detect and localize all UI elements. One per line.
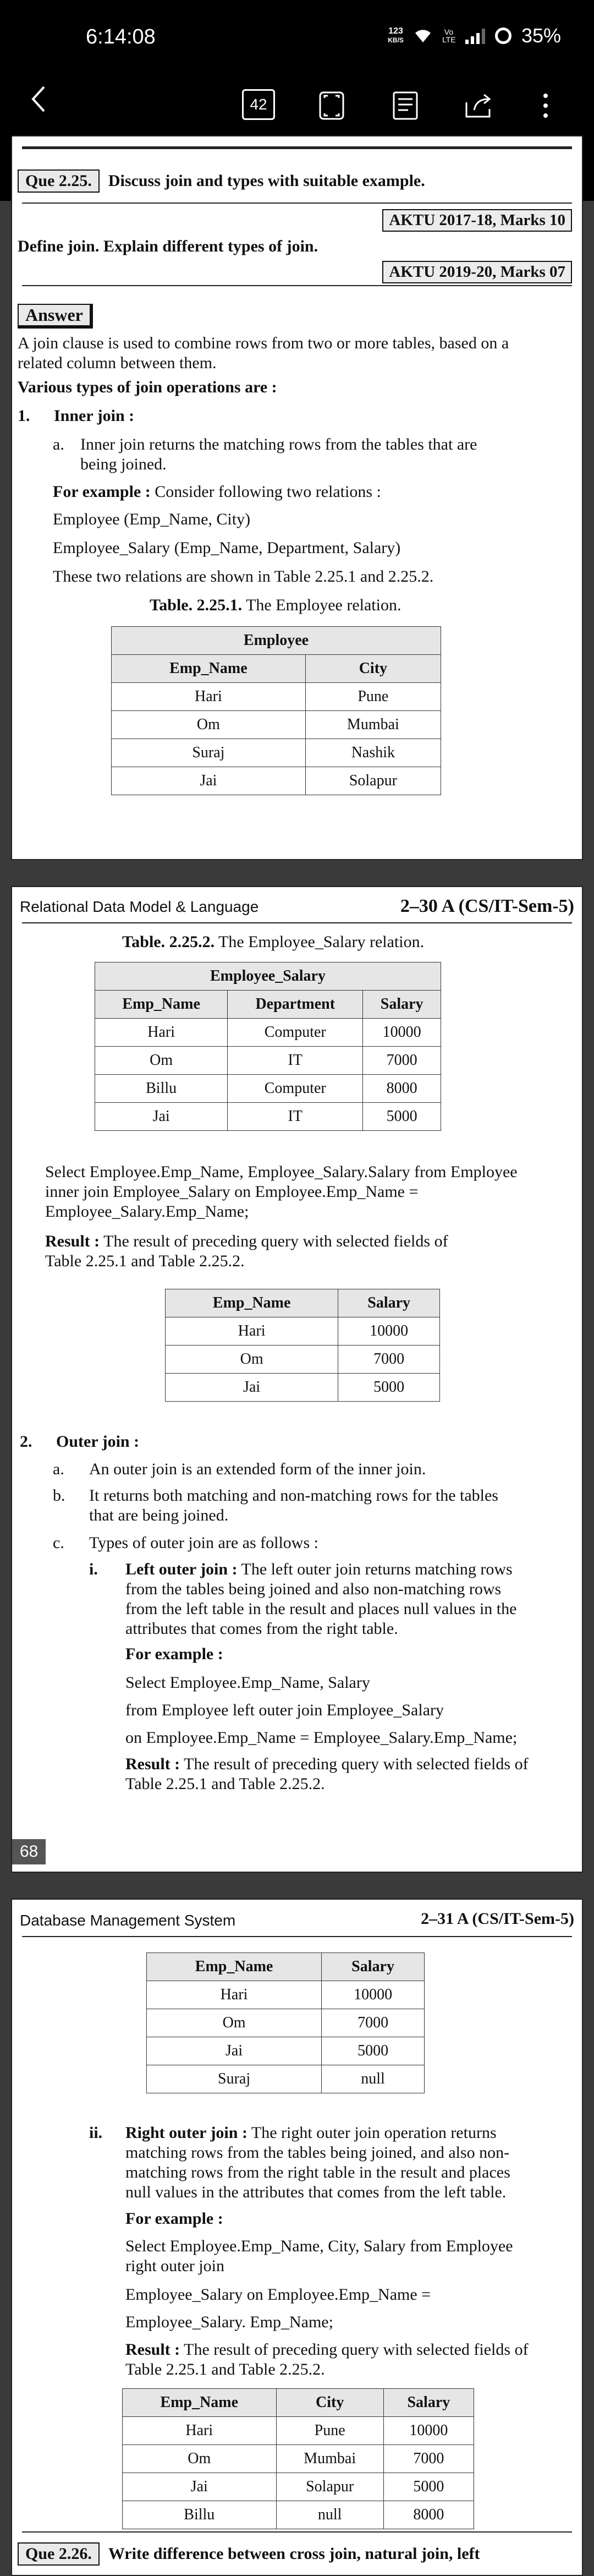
query-line: right outer join <box>125 2257 224 2275</box>
caption-text: The Employee_Salary relation. <box>218 933 425 951</box>
table-row <box>95 1019 441 1047</box>
query-line: Employee_Salary. Emp_Name; <box>125 2313 333 2331</box>
table-cell: 5000 <box>363 1103 441 1131</box>
list-label: a. <box>53 1460 64 1478</box>
text-line: Inner join returns the matching rows from the tables that are <box>80 435 477 453</box>
table-cell: Om <box>95 1047 228 1075</box>
back-icon[interactable] <box>28 77 50 121</box>
outer-a-text: An outer join is an extended form of the inner join. <box>89 1460 426 1478</box>
list-label: ii. <box>89 2124 103 2142</box>
employee-table <box>111 626 441 795</box>
table-cell: 10000 <box>338 1317 440 1346</box>
column-header: Emp_Name <box>112 655 306 683</box>
right-outer-join-result-table <box>122 2388 474 2529</box>
table-cell: Hari <box>112 683 306 711</box>
table-cell: Billu <box>95 1075 228 1103</box>
table-row <box>166 1346 440 1374</box>
reader-mode-icon[interactable] <box>392 84 419 128</box>
table-cell: null <box>276 2501 383 2529</box>
table-cell: Om <box>112 711 306 739</box>
term-label: Left outer join : <box>125 1560 238 1578</box>
section-title: Inner join : <box>54 407 135 425</box>
table-caption <box>150 595 401 615</box>
outer-join-heading <box>20 1432 139 1452</box>
section-title: Outer join : <box>56 1432 140 1451</box>
table-cell: Hari <box>147 1981 322 2009</box>
table-cell: 7000 <box>383 2445 474 2473</box>
column-header: Department <box>228 991 363 1019</box>
running-header-right: 2–31 A (CS/IT-Sem-5) <box>421 1910 574 1928</box>
volte-badge: Vo LTE <box>442 28 456 44</box>
query-line: Select Employee.Emp_Name, City, Salary from Employee <box>125 2237 513 2255</box>
table-cell: Mumbai <box>276 2445 383 2473</box>
result-text: Table 2.25.1 and Table 2.25.2. <box>125 1775 325 1793</box>
table-row <box>112 711 441 739</box>
table-row <box>147 2037 425 2065</box>
table-caption <box>122 932 424 952</box>
caption-number: Table. 2.25.1. <box>150 596 243 614</box>
text-line: from the left table in the result and places null values in the <box>125 1600 517 1618</box>
running-header-left: Relational Data Model & Language <box>20 898 259 915</box>
text-line: null values in the attributes that comes from the left table. <box>125 2183 507 2201</box>
table-row <box>123 2473 474 2501</box>
example-label: For example : <box>53 483 151 501</box>
divider <box>22 2531 572 2533</box>
result-paragraph <box>125 2340 573 2380</box>
table-cell: IT <box>228 1047 363 1075</box>
marks-badge-2: AKTU 2019-20, Marks 07 <box>382 261 572 283</box>
result-label: Result : <box>45 1232 100 1250</box>
outer-b-text <box>89 1486 573 1525</box>
table-cell: Om <box>166 1346 338 1374</box>
left-outer-join-result-table <box>146 1952 425 2093</box>
divider <box>22 922 572 923</box>
table-cell: 7000 <box>363 1047 441 1075</box>
sub-question: Define join. Explain different types of join. <box>18 237 318 255</box>
table-cell: Suraj <box>112 739 306 767</box>
share-icon[interactable] <box>462 84 495 128</box>
table-cell: 10000 <box>383 2417 474 2445</box>
right-outer-join-definition <box>125 2123 573 2202</box>
question-heading <box>18 2542 480 2566</box>
table-cell: Jai <box>147 2037 322 2065</box>
text-line: from the tables being joined and also non-matching rows <box>125 1580 502 1598</box>
table-cell: 8000 <box>383 2501 474 2529</box>
table-row <box>123 2445 474 2473</box>
inner-join-heading <box>18 406 134 426</box>
signal-icon <box>465 28 485 44</box>
result-text: The result of preceding query with selected fields of <box>180 2340 529 2359</box>
intro-line: A join clause is used to combine rows from two or more tables, based on a <box>18 334 509 352</box>
question-title: Discuss join and types with suitable example. <box>108 172 425 190</box>
table-cell: Nashik <box>305 739 441 767</box>
list-number: 2. <box>20 1432 32 1451</box>
divider <box>22 203 572 204</box>
table-cell: Jai <box>95 1103 228 1131</box>
table-cell: 5000 <box>322 2037 425 2065</box>
result-text: Table 2.25.1 and Table 2.25.2. <box>45 1252 245 1270</box>
table-cell: 7000 <box>338 1346 440 1374</box>
table-cell: Om <box>147 2009 322 2037</box>
table-cell: Jai <box>112 767 306 795</box>
table-cell: Computer <box>228 1019 363 1047</box>
result-paragraph <box>125 1754 573 1794</box>
column-header: Emp_Name <box>166 1289 338 1317</box>
caption-number: Table. 2.25.2. <box>122 933 215 951</box>
table-cell: Hari <box>166 1317 338 1346</box>
status-icons <box>388 24 561 47</box>
table-row <box>95 1047 441 1075</box>
table-row <box>147 2009 425 2037</box>
table-cell: Solapur <box>305 767 441 795</box>
table-cell: Mumbai <box>305 711 441 739</box>
table-cell: null <box>322 2065 425 2093</box>
question-label: Que 2.25. <box>18 169 100 193</box>
relation-2: Employee_Salary (Emp_Name, Department, Salary) <box>53 539 401 557</box>
wifi-icon <box>414 28 432 43</box>
table-cell: Jai <box>123 2473 277 2501</box>
divider <box>22 1936 572 1937</box>
various-heading: Various types of join operations are : <box>18 378 277 396</box>
answer-label: Answer <box>18 304 93 329</box>
question-label: Que 2.26. <box>18 2542 100 2566</box>
table-row <box>95 1075 441 1103</box>
table-cell: Billu <box>123 2501 277 2529</box>
list-label: b. <box>53 1486 65 1505</box>
text-line: attributes that comes from the right table. <box>125 1620 398 1638</box>
question-title: Write difference between cross join, natural join, left <box>108 2545 480 2563</box>
table-cell: Solapur <box>276 2473 383 2501</box>
column-header: City <box>276 2389 383 2417</box>
list-label: i. <box>89 1560 98 1578</box>
result-paragraph <box>45 1232 573 1271</box>
table-row <box>112 683 441 711</box>
divider <box>22 285 572 286</box>
table-row <box>147 2065 425 2093</box>
document-page-3 <box>11 1899 583 2576</box>
table-cell: 7000 <box>322 2009 425 2037</box>
table-cell: Suraj <box>147 2065 322 2093</box>
table-cell: Pune <box>276 2417 383 2445</box>
page-count-icon[interactable] <box>242 83 275 127</box>
employee-salary-table <box>95 962 441 1131</box>
relation-1: Employee (Emp_Name, City) <box>53 510 251 528</box>
inner-join-result-table <box>165 1289 440 1402</box>
intro-paragraph <box>18 333 573 373</box>
text-line: matching rows from the tables being joined, and also non- <box>125 2143 510 2162</box>
running-header-left: Database Management System <box>20 1912 236 1929</box>
table-row <box>123 2501 474 2529</box>
column-header: City <box>305 655 441 683</box>
status-bar <box>0 0 594 77</box>
table-cell: Computer <box>228 1075 363 1103</box>
text-line: matching rows from the right table in the result and places <box>125 2163 510 2181</box>
clock: 6:14:08 <box>86 25 156 48</box>
result-label: Result : <box>125 1755 180 1773</box>
list-label: c. <box>53 1534 64 1552</box>
text-line: that are being joined. <box>89 1506 229 1524</box>
text-line: It returns both matching and non-matching rows for the tables <box>89 1486 498 1505</box>
document-page-2 <box>11 886 583 1873</box>
table-cell: Hari <box>95 1019 228 1047</box>
column-header: Salary <box>363 991 441 1019</box>
table-row <box>147 1981 425 2009</box>
table-cell: Om <box>123 2445 277 2473</box>
text-line: The left outer join returns matching rows <box>237 1560 513 1578</box>
document-page-1 <box>11 135 583 860</box>
result-label: Result : <box>125 2340 180 2359</box>
table-cell: IT <box>228 1103 363 1131</box>
relations-note: These two relations are shown in Table 2.25.1 and 2.25.2. <box>53 567 434 586</box>
text-line: The right outer join operation returns <box>247 2124 497 2142</box>
example-line <box>53 482 381 502</box>
text-line: being joined. <box>80 455 167 473</box>
column-header: Emp_Name <box>95 991 228 1019</box>
list-label: a. <box>53 435 64 453</box>
question-heading <box>18 169 425 193</box>
table-cell: 10000 <box>322 1981 425 2009</box>
table-title: Employee_Salary <box>95 962 441 991</box>
query-line: Select Employee.Emp_Name, Employee_Salary.Salary from Employee <box>45 1163 518 1181</box>
list-number: 1. <box>18 407 30 425</box>
intro-line: related column between them. <box>18 354 217 372</box>
inner-join-definition <box>80 435 570 474</box>
example-label: For example : <box>125 2209 223 2228</box>
battery-level: 35% <box>521 24 561 47</box>
query-line: from Employee left outer join Employee_Salary <box>125 1701 444 1719</box>
table-row <box>112 767 441 795</box>
page-rule <box>22 146 572 149</box>
net-speed <box>388 27 404 45</box>
battery-icon <box>495 28 512 44</box>
column-header: Emp_Name <box>123 2389 277 2417</box>
table-cell: 5000 <box>338 1374 440 1402</box>
caption-text: The Employee relation. <box>246 596 402 614</box>
running-header-right: 2–30 A (CS/IT-Sem-5) <box>400 896 574 916</box>
term-label: Right outer join : <box>125 2124 248 2142</box>
example-label: For example : <box>125 1645 223 1663</box>
table-cell: Pune <box>305 683 441 711</box>
page-count: 42 <box>242 89 275 120</box>
table-cell: 8000 <box>363 1075 441 1103</box>
table-cell: Hari <box>123 2417 277 2445</box>
outer-c-text: Types of outer join are as follows : <box>89 1534 318 1552</box>
query-line: Employee_Salary on Employee.Emp_Name = <box>125 2285 431 2304</box>
query-line: Select Employee.Emp_Name, Salary <box>125 1673 370 1692</box>
column-header: Salary <box>322 1953 425 1981</box>
table-title: Employee <box>112 627 441 655</box>
example-text: Consider following two relations : <box>155 483 381 501</box>
table-row <box>112 739 441 767</box>
left-outer-join-definition <box>125 1560 573 1639</box>
query-line: Employee_Salary.Emp_Name; <box>45 1202 249 1221</box>
inner-join-query <box>45 1162 573 1222</box>
table-row <box>166 1317 440 1346</box>
fullscreen-icon[interactable] <box>318 84 345 128</box>
result-text: Table 2.25.1 and Table 2.25.2. <box>125 2360 325 2378</box>
query-line: on Employee.Emp_Name = Employee_Salary.Emp_Name; <box>125 1729 518 1747</box>
table-cell: Jai <box>166 1374 338 1402</box>
query-line: inner join Employee_Salary on Employee.Emp_Name = <box>45 1183 419 1201</box>
result-text: The result of preceding query with selected fields of <box>100 1232 448 1250</box>
result-text: The result of preceding query with selected fields of <box>180 1755 529 1773</box>
table-row <box>95 1103 441 1131</box>
net-speed-value: 123 <box>388 26 403 36</box>
marks-badge-1: AKTU 2017-18, Marks 10 <box>382 209 572 232</box>
column-header: Salary <box>383 2389 474 2417</box>
column-header: Salary <box>338 1289 440 1317</box>
table-row <box>123 2417 474 2445</box>
more-icon[interactable] <box>541 84 550 128</box>
column-header: Emp_Name <box>147 1953 322 1981</box>
table-cell: 5000 <box>383 2473 474 2501</box>
page-number-badge: 68 <box>12 1839 46 1864</box>
table-row <box>166 1374 440 1402</box>
table-cell: 10000 <box>363 1019 441 1047</box>
net-speed-unit: KB/S <box>388 36 404 44</box>
